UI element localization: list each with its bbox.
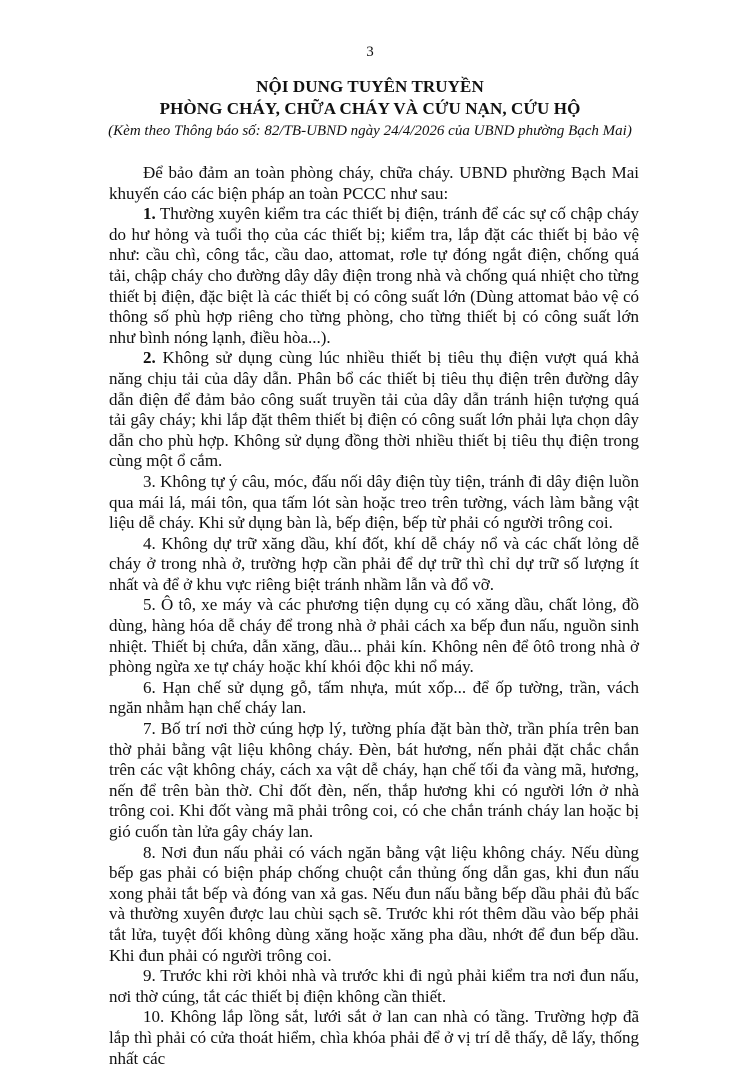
measure-item-number: 10. xyxy=(143,1007,165,1027)
intro-paragraph: Để bảo đảm an toàn phòng cháy, chữa cháy. UBND phường Bạch Mai khuyến cáo các biện pháp an toàn PCCC như sau: xyxy=(109,163,639,203)
measure-item xyxy=(109,595,639,677)
measure-item-number: 9. xyxy=(143,966,156,986)
document-subtitle: (Kèm theo Thông báo số: 82/TB-UBND ngày 24/4/2026 của UBND phường Bạch Mai) xyxy=(108,123,632,139)
measure-item-text: Nơi đun nấu phải có vách ngăn bằng vật liệu không cháy. Nếu dùng bếp gas phải có biện pháp chống chuột cắn thủng ống dẫn gas, khi đun nấu xong phải tắt bếp và đóng van xả gas. Nếu đun nấu bằng bếp dầu phải đủ bấc và thường xuyên được lau chùi sạch sẽ. Trước khi rót thêm dầu vào bếp phải tắt lửa, tuyệt đối không dùng xăng hoặc xăng pha dầu, nhớt để đun bếp dầu. Khi đun phải có người trông coi. xyxy=(109,842,639,965)
measure-item-text: Hạn chế sử dụng gỗ, tấm nhựa, mút xốp... để ốp tường, trần, vách ngăn nhằm hạn chế cháy lan. xyxy=(109,677,639,718)
measure-item-number: 4. xyxy=(143,533,156,553)
measure-item xyxy=(109,966,639,1007)
measure-item xyxy=(109,348,639,472)
measure-item xyxy=(109,678,639,719)
measure-item-number: 3. xyxy=(143,471,156,491)
measure-item-text: Bố trí nơi thờ cúng hợp lý, tường phía đặt bàn thờ, trần phía trên ban thờ phải bằng vật liệu không cháy. Đèn, bát hương, nến phải đặt chắc chắn trên các vật không cháy, cách xa vật dễ cháy, hạn chế tối đa vàng mã, hương, nến để trên bàn thờ. Chỉ đốt đèn, nến, thắp hương khi có người lớn ở nhà trông coi. Khi đốt vàng mã phải trông coi, có che chắn tránh cháy lan hoặc bị gió cuốn tàn lửa gây cháy lan. xyxy=(109,719,639,841)
measure-item-number: 1. xyxy=(143,204,156,224)
measure-item xyxy=(109,1007,639,1069)
measure-item xyxy=(109,472,639,534)
measure-item-text: Thường xuyên kiểm tra các thiết bị điện, tránh để các sự cố chập cháy do hư hỏng và tuổi thọ của các thiết bị; kiểm tra, lắp đặt các thiết bị bảo vệ như: cầu chì, công tắc, cầu dao, attomat, rơle tự đóng ngắt điện, chống quá tải, chập cháy cho đường dây dây điện trong nhà và chống quá nhiệt cho từng thiết bị điện, đặc biệt là các thiết bị có công suất lớn (Dùng attomat bảo vệ có thông số phù hợp riêng cho từng phòng, cho từng thiết bị có công suất lớn như bình nóng lạnh, điều hòa...). xyxy=(109,204,639,347)
page-number: 3 xyxy=(366,44,374,60)
measure-item-text: Trước khi rời khỏi nhà và trước khi đi ngủ phải kiểm tra nơi đun nấu, nơi thờ cúng, tắt các thiết bị điện không cần thiết. xyxy=(109,966,639,1006)
measure-item xyxy=(109,534,639,596)
measure-item-text: Ô tô, xe máy và các phương tiện dụng cụ có xăng dầu, chất lỏng, đồ dùng, hàng hóa dễ cháy để trong nhà ở phải cách xa bếp đun nấu, nguồn sinh nhiệt. Thiết bị chứa, dẫn xăng, dầu... phải kín. Không nên để ôtô trong nhà ở phòng ngừa xe tự cháy hoặc khí khói độc khi nổ máy. xyxy=(109,595,639,677)
document-header xyxy=(0,76,740,141)
document-title-line2: PHÒNG CHÁY, CHỮA CHÁY VÀ CỨU NẠN, CỨU HỘ xyxy=(159,99,581,118)
measure-list xyxy=(109,204,639,1069)
measure-item-number: 7. xyxy=(143,719,156,739)
measure-item xyxy=(109,204,639,348)
measure-item-number: 2. xyxy=(143,348,156,368)
measure-item-text: Không tự ý câu, móc, đấu nối dây điện tùy tiện, tránh đi dây điện luồn qua mái lá, mái tôn, qua tấm lót sàn hoặc treo trên tường, vách làm bằng vật liệu dễ cháy. Khi sử dụng bàn là, bếp điện, bếp từ phải có người trông coi. xyxy=(109,471,639,533)
measure-item-number: 5. xyxy=(143,595,156,615)
measure-item xyxy=(109,843,639,967)
measure-item-text: Không dự trữ xăng dầu, khí đốt, khí dễ cháy nổ và các chất lỏng dễ cháy ở trong nhà ở, trường hợp cần phải để dự trữ thì chỉ dự trữ số lượng ít nhất và để ở khu vực riêng biệt tránh nhầm lẫn và đổ vỡ. xyxy=(109,533,639,594)
measure-item-number: 6. xyxy=(143,677,156,697)
document-body xyxy=(109,163,639,1069)
measure-item xyxy=(109,719,639,843)
document-title-line1: NỘI DUNG TUYÊN TRUYỀN xyxy=(256,77,484,96)
measure-item-text: Không sử dụng cùng lúc nhiều thiết bị tiêu thụ điện vượt quá khả năng chịu tải của dây dẫn. Phân bổ các thiết bị tiêu thụ điện trên đường dây dẫn điện để đảm bảo công suất truyền tải của dây dẫn tránh hiện tượng quá tải gây cháy; khi lắp đặt thêm thiết bị điện có công suất lớn phải lựa chọn dây dẫn cho phù hợp. Không sử dụng đồng thời nhiều thiết bị tiêu thụ điện trong cùng một ổ cắm. xyxy=(109,348,639,471)
measure-item-number: 8. xyxy=(143,842,156,862)
measure-item-text: Không lắp lồng sắt, lưới sắt ở lan can nhà có tầng. Trường hợp đã lắp thì phải có cửa thoát hiểm, chìa khóa phải để ở vị trí dễ thấy, dễ lấy, thống nhất các xyxy=(109,1007,639,1068)
